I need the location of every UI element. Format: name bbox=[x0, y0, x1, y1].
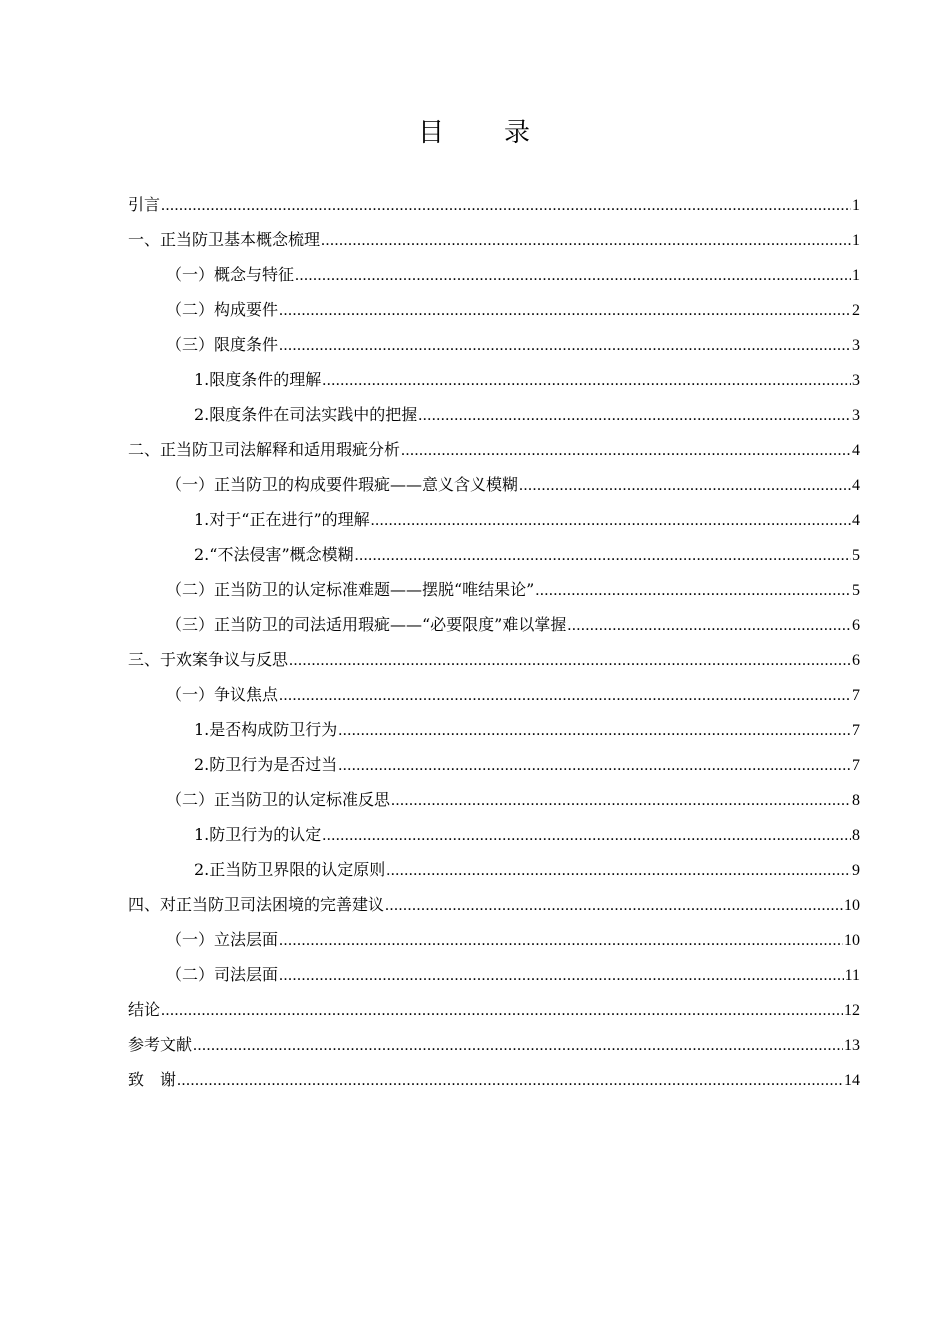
toc-entry[interactable] bbox=[128, 530, 860, 565]
toc-entry-label: 结论 bbox=[128, 1000, 161, 1019]
toc-entry-page-number: 4 bbox=[852, 442, 860, 459]
toc-entry-label: 四、对正当防卫司法困境的完善建议 bbox=[128, 895, 385, 914]
toc-leader-dots bbox=[279, 337, 851, 355]
toc-entry-page-number: 1 bbox=[852, 267, 860, 284]
toc-leader-dots bbox=[322, 372, 851, 390]
toc-entry-label: 1.对于“正在进行”的理解 bbox=[194, 510, 370, 529]
toc-entry[interactable] bbox=[128, 600, 860, 635]
toc-entry[interactable] bbox=[128, 1055, 860, 1090]
toc-entry[interactable] bbox=[128, 950, 860, 985]
toc-entry-label: 1.限度条件的理解 bbox=[194, 370, 322, 389]
table-of-contents bbox=[128, 180, 860, 1090]
toc-leader-dots bbox=[338, 757, 851, 775]
toc-entry-label: 2.正当防卫界限的认定原则 bbox=[194, 860, 386, 879]
toc-entry-label: 2.防卫行为是否过当 bbox=[194, 755, 338, 774]
toc-entry-label: （一）争议焦点 bbox=[166, 685, 279, 704]
toc-entry[interactable] bbox=[128, 355, 860, 390]
toc-entry[interactable] bbox=[128, 180, 860, 215]
toc-leader-dots bbox=[161, 1002, 843, 1020]
toc-entry-label: （二）司法层面 bbox=[166, 965, 279, 984]
toc-leader-dots bbox=[519, 477, 851, 495]
toc-entry-page-number: 14 bbox=[844, 1072, 860, 1089]
toc-entry-label: 二、正当防卫司法解释和适用瑕疵分析 bbox=[128, 440, 401, 459]
toc-entry-label: （三）限度条件 bbox=[166, 335, 279, 354]
toc-entry-page-number: 3 bbox=[852, 337, 860, 354]
toc-leader-dots bbox=[401, 442, 851, 460]
toc-entry-label: 参考文献 bbox=[128, 1035, 193, 1054]
toc-entry-page-number: 12 bbox=[844, 1002, 860, 1019]
toc-leader-dots bbox=[295, 267, 851, 285]
toc-entry[interactable] bbox=[128, 915, 860, 950]
toc-entry-page-number: 10 bbox=[844, 932, 860, 949]
toc-entry-page-number: 13 bbox=[844, 1037, 860, 1054]
toc-entry-page-number: 5 bbox=[852, 582, 860, 599]
toc-entry-label: 三、于欢案争议与反思 bbox=[128, 650, 289, 669]
toc-leader-dots bbox=[279, 302, 851, 320]
toc-title bbox=[0, 112, 950, 149]
toc-leader-dots bbox=[391, 792, 851, 810]
toc-entry-page-number: 3 bbox=[852, 407, 860, 424]
toc-entry-label: （二）正当防卫的认定标准反思 bbox=[166, 790, 391, 809]
toc-entry-page-number: 7 bbox=[852, 722, 860, 739]
toc-entry-page-number: 6 bbox=[852, 652, 860, 669]
toc-entry[interactable] bbox=[128, 250, 860, 285]
toc-entry-page-number: 9 bbox=[852, 862, 860, 879]
toc-title-left: 目 bbox=[417, 118, 446, 148]
toc-entry[interactable] bbox=[128, 1020, 860, 1055]
toc-leader-dots bbox=[279, 932, 843, 950]
toc-entry[interactable] bbox=[128, 495, 860, 530]
toc-leader-dots bbox=[177, 1072, 843, 1090]
toc-leader-dots bbox=[338, 722, 851, 740]
toc-entry-label: （一）概念与特征 bbox=[166, 265, 295, 284]
toc-entry-label: （一）立法层面 bbox=[166, 930, 279, 949]
toc-entry[interactable] bbox=[128, 880, 860, 915]
toc-entry-label: （三）正当防卫的司法适用瑕疵——“必要限度”难以掌握 bbox=[166, 615, 567, 634]
toc-entry[interactable] bbox=[128, 670, 860, 705]
toc-entry[interactable] bbox=[128, 985, 860, 1020]
toc-leader-dots bbox=[355, 547, 851, 565]
toc-entry[interactable] bbox=[128, 215, 860, 250]
toc-entry-page-number: 7 bbox=[852, 757, 860, 774]
toc-entry[interactable] bbox=[128, 845, 860, 880]
toc-entry-label: 1.防卫行为的认定 bbox=[194, 825, 322, 844]
toc-leader-dots bbox=[279, 687, 851, 705]
toc-entry-page-number: 4 bbox=[852, 512, 860, 529]
toc-entry[interactable] bbox=[128, 320, 860, 355]
toc-entry-page-number: 2 bbox=[852, 302, 860, 319]
toc-entry-page-number: 10 bbox=[844, 897, 860, 914]
toc-title-right: 录 bbox=[504, 118, 533, 148]
toc-entry-page-number: 5 bbox=[852, 547, 860, 564]
toc-leader-dots bbox=[386, 862, 851, 880]
toc-entry-page-number: 3 bbox=[852, 372, 860, 389]
toc-entry-page-number: 11 bbox=[844, 967, 860, 984]
toc-entry-label: （二）构成要件 bbox=[166, 300, 279, 319]
toc-entry-page-number: 1 bbox=[852, 232, 860, 249]
toc-leader-dots bbox=[161, 197, 851, 215]
toc-entry-page-number: 8 bbox=[852, 827, 860, 844]
toc-entry[interactable] bbox=[128, 565, 860, 600]
toc-entry[interactable] bbox=[128, 390, 860, 425]
toc-entry[interactable] bbox=[128, 810, 860, 845]
toc-leader-dots bbox=[567, 617, 851, 635]
toc-leader-dots bbox=[371, 512, 851, 530]
toc-entry-page-number: 6 bbox=[852, 617, 860, 634]
toc-entry-label: 1.是否构成防卫行为 bbox=[194, 720, 338, 739]
toc-leader-dots bbox=[535, 582, 851, 600]
toc-entry-label: 2.限度条件在司法实践中的把握 bbox=[194, 405, 418, 424]
toc-entry[interactable] bbox=[128, 775, 860, 810]
toc-leader-dots bbox=[321, 232, 851, 250]
toc-entry[interactable] bbox=[128, 705, 860, 740]
toc-leader-dots bbox=[289, 652, 851, 670]
toc-entry[interactable] bbox=[128, 460, 860, 495]
toc-entry[interactable] bbox=[128, 635, 860, 670]
toc-entry-label: 引言 bbox=[128, 195, 161, 214]
toc-entry-page-number: 1 bbox=[852, 197, 860, 214]
toc-entry[interactable] bbox=[128, 425, 860, 460]
toc-entry[interactable] bbox=[128, 285, 860, 320]
toc-entry-label: （二）正当防卫的认定标准难题——摆脱“唯结果论” bbox=[166, 580, 535, 599]
toc-leader-dots bbox=[418, 407, 851, 425]
toc-entry[interactable] bbox=[128, 740, 860, 775]
toc-entry-page-number: 7 bbox=[852, 687, 860, 704]
toc-leader-dots bbox=[279, 967, 844, 985]
toc-entry-page-number: 8 bbox=[852, 792, 860, 809]
toc-leader-dots bbox=[385, 897, 843, 915]
toc-entry-label: 致 谢 bbox=[128, 1070, 177, 1089]
toc-entry-page-number: 4 bbox=[852, 477, 860, 494]
toc-entry-label: 一、正当防卫基本概念梳理 bbox=[128, 230, 321, 249]
toc-entry-label: （一）正当防卫的构成要件瑕疵——意义含义模糊 bbox=[166, 475, 519, 494]
toc-entry-label: 2.“不法侵害”概念模糊 bbox=[194, 545, 354, 564]
toc-leader-dots bbox=[193, 1037, 843, 1055]
toc-leader-dots bbox=[322, 827, 851, 845]
